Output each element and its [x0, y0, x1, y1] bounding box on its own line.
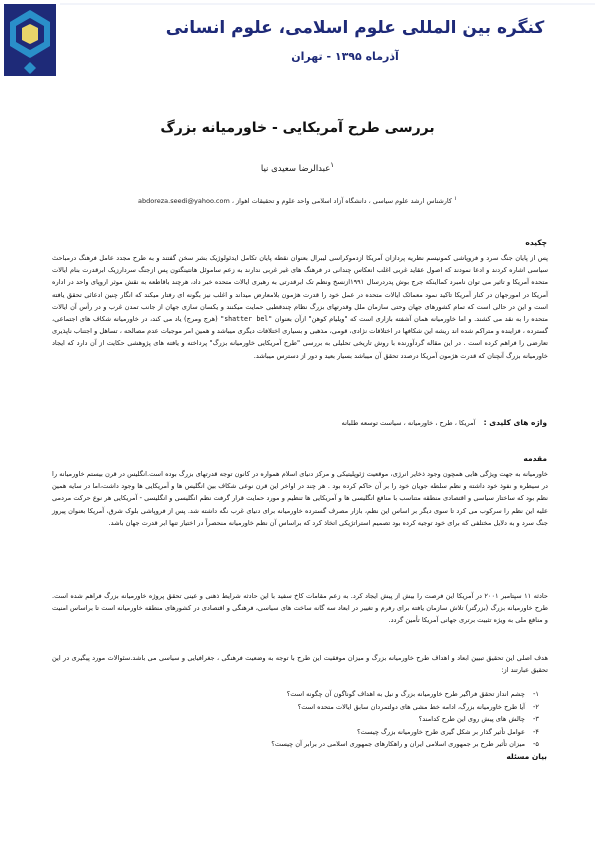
conference-logo-icon — [4, 4, 56, 76]
keywords-label: واژه های کلیدی : — [483, 418, 547, 427]
affiliation-line — [40, 196, 555, 205]
conference-date: آذرماه ۱۳۹۵ - تهران — [291, 50, 399, 63]
question-text: میزان تأثیر طرح بر جمهوری اسلامی ایران و راهکارهای جمهوری اسلامی در برابر آن چیست؟ — [271, 740, 525, 748]
keywords-line — [47, 418, 547, 427]
question-text: چالش های پیش روی این طرح کدامند؟ — [418, 715, 525, 723]
abstract-text-1: پس از پایان جنگ سرد و فروپاشی کمونیسم نظریه پردازان آمریکا ازدموکراسی لیبرال بعنوان نقطه پایان تکامل ایدئولوژیک بشر سخن گفتند و به طرح مجدد عامل فرهنگ درمباحث سیاسی اشاره کردند و ادعا نمودند که اصول عقاید غربی اغلب انعکاس چندانی در فرهنگ های غیر غربی ندارند به زعم ساموئل هانتینگتون پس ازجنگ سردارزیک ابرقدرت بنام ایالات متحده آمریکا و تاثیر می توان نامبرد کمااینکه جرج بوش پدردرسال ۱۹۹۱ازنسخ ونظم تک ابرقدرتی به رهبری ایالات متحده خبر داد، هرچند باقاطعه به نقش موثر اروپای واحد در اداره آمریکا در امورجهان در کنار آمریکا تاکید نمود معمائک ایالات متحده در عمل خود را قدرت هژمون بلامعارض میداند و اغلب نیز بگونه ای رفتار میکند که انگار چنین ادعائی تحقق یافته است و این در حالی است که تمام کشورهای جهان وحتی سازمان ملل وقدرتهای بزرگ نظام چندقطبی حمایت میکنند و یکسان سازی جهان از جانب تمدن غرب و در رأس آن ایالات متحده را به نقد می کشند. و اما خاورمیانه همان آشفته بازاری است که "ویلیام کوهن" ازآن بعنوان — [52, 254, 549, 324]
abstract-body — [52, 252, 548, 362]
intro-paragraph-3: هدف اصلی این تحقیق تبیین ابعاد و اهداف طرح خاورمیانه بزرگ و میزان موفقیت این طرح با توجه به وضعیت فرهنگی ، جغرافیایی و سیاسی می باشد.سئوالات مورد پیگیری در این تحقیق عبارتند از: — [52, 654, 548, 675]
research-questions — [77, 688, 547, 751]
question-number: ۲- — [533, 702, 539, 711]
question-number: ۴- — [533, 727, 539, 736]
question-item — [77, 688, 547, 701]
author-line — [60, 160, 535, 174]
question-item — [77, 738, 547, 751]
abstract-heading: چکیده — [525, 238, 547, 247]
question-text: چشم انداز تحقق فراگیر طرح خاورمیانه بزرگ و نیل به اهداف گوناگون آن چگونه است؟ — [286, 690, 525, 698]
intro-paragraph-2: حادثه ۱۱ سپتامبر ۲۰۰۱ در آمریکا این فرصت را بیش از پیش ایجاد کرد. به زعم مقامات کاخ سفید با این حادثه شرایط ذهنی و عینی تحقق پروژه خاورمیانه بزرگ فراهم شده است. طرح خاورمیانه بزرگ (بزرگتر) تلاش سازمان یافته برای رفرم و تغییر در ابعاد سه گانه ساخت های سیاسی، فرهنگی و اقتصادی در کشورهای منطقه خاورمیانه است تا براساس امنیت و منافع ملی به ویژه تثبیت برتری جهانی آمریکا تأمین گردد. — [52, 592, 548, 625]
question-item — [77, 726, 547, 739]
author-email: abdoreza.seedi@yahoo.com — [138, 197, 230, 206]
question-number: ۵- — [533, 740, 539, 748]
affiliation-footnote-mark: ۱ — [454, 196, 457, 202]
question-number: ۳- — [533, 715, 539, 723]
intro-paragraph-1: خاورمیانه به جهت ویژگی هایی همچون وجود ذخایر انرژی، موقعیت ژئوپلیتیکی و مرکز دنیای اسلام همواره در کانون توجه قدرتهای بزرگ بوده است.انگلیس در قرن بیستم خاورمیانه را در سیطره و نفوذ خود داشته و نظم سلطه جویان خود را بر آن حاکم کرده بود . هر چند در اواخر این قرن نوعی شکاف بین انگلیس ها و آمریکایی ها وجود داشت،اما در سایه همین نظم بود که ساختار سیاسی و اقتصادی منطقه متناسب با منافع انگلیسی ها و آمریکایی ها تنظیم و مورد حمایت قرار گرفت نظم انگلیسی و انگلیسی - آمریکایی هر نوع حرکت مردمی علیه این نظم را سرکوب می کرد تا سوی دیگر بر اساس این نظم، بازار مصرف گسترده خاورمیانه برای دنیای غرب نگه داشته شد. پس از فروپاشی بلوک شرق، آمریکا بعنوان پیروز جنگ سرد و به دلایل مختلفی که برای خود توجیه کرده بود تصمیم استراتژیکی اتخاذ کرد که براساس آن نظم خاورمیانه منحصراً در اختیار تنها ابر قدرت جهان باشد. — [52, 470, 548, 527]
keywords-text: آمریکا ، طرح ، خاورمیانه ، سیاست توسعه طلبانه — [341, 419, 476, 427]
paper-title: بررسی طرح آمریکایی - خاورمیانه بزرگ — [160, 120, 435, 136]
affiliation-text: کارشناس ارشد علوم سیاسی ، دانشگاه آزاد اسلامی واحد علوم و تحقیقات اهواز ، — [231, 197, 452, 206]
question-item — [77, 701, 547, 714]
abstract-text-2: (هرج ومرج) یاد می کند، در خاورمیانه شکاف های اجتماعی، گسترده ، فزاینده و متراکم شده اند ریشه این شکافها در اختلافات نژادی، قومی، مذهبی و بسیاری اختلافات دیگری میباشد و همین امر موجبات عدم مصالحه ، تساهل و اجتناب ناپذیری تعارضی را فراهم کرده است . در این مقاله گردآورنده با روش تاریخی تحلیلی به بررسی "طرح آمریکایی خاورمیانه بزرگ" پرداخته و یافته های پژوهشی حکایت از آن دارد که ایجاد خاورمیانه بزرگ آنچنان که قدرت هژمون آمریکا درصدد تحقق آن میباشد بسیار بعید و دور از دسترس میباشد. — [52, 315, 548, 360]
question-text: آیا طرح خاورمیانه بزرگ، ادامه خط مشی های دولتمردان سابق ایالات متحده است؟ — [297, 702, 525, 711]
banner-background — [0, 0, 595, 78]
conference-title: کنگره بین المللی علوم اسلامی، علوم انسانی — [165, 18, 545, 38]
intro-heading: مقدمه — [523, 454, 547, 463]
question-number: ۱- — [533, 690, 539, 698]
question-text: عوامل تأثیر گذار بر شکل گیری طرح خاورمیانه بزرگ چیست؟ — [356, 727, 525, 736]
author-footnote-mark: ۱ — [330, 160, 335, 169]
abstract-shatter-term: "shatter bel" — [220, 315, 273, 324]
question-item — [77, 713, 547, 726]
problem-statement-heading: بیان مسئله — [506, 752, 547, 761]
author-name: عبدالرضا سعیدی نیا — [260, 163, 331, 174]
conference-banner — [0, 0, 595, 78]
